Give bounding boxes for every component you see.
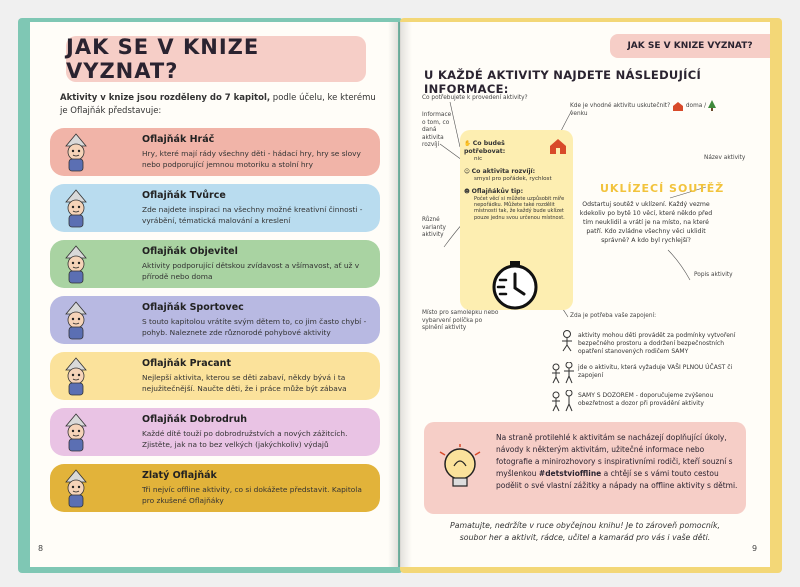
chapter-description: Hry, které mají rády všechny děti - hádací hry, hry se slovy nebo podporující jemnou motoriku a stolní hry bbox=[142, 149, 361, 169]
closing-quote: Pamatujte, nedržíte v ruce obyčejnou knihu! Je to zároveň pomocník, soubor her a aktivit, rádce, učitel a kamarád pro vás i vaše děti. bbox=[450, 521, 720, 542]
mascot-small-icon: ☻ bbox=[464, 189, 472, 195]
label-slash: / bbox=[704, 103, 707, 109]
card-needed-value: nic bbox=[474, 156, 483, 162]
card-tip bbox=[464, 188, 568, 221]
card-develops-value: smysl pro pořádek, rychlost bbox=[474, 176, 552, 182]
chapter-row bbox=[50, 128, 380, 176]
example-title: UKLÍZECÍ SOUTĚŽ bbox=[600, 182, 725, 195]
card-needed-title: Co budeš potřebovat: bbox=[464, 140, 506, 155]
note-pre: Na straně protilehlé k aktivitám se nacházejí doplňující úkoly, návody k některým aktivitám, užitečné informace nebo fotografie a minirozhovory s inspirativními rodiči, kteří souzní s myšlenkou bbox=[496, 433, 733, 478]
requirement-full-participation: jde o aktivitu, která vyžaduje VAŠI PLNOU ÚČAST či zapojení bbox=[578, 364, 733, 379]
card-develops bbox=[464, 168, 564, 183]
chapter-row bbox=[50, 240, 380, 288]
label-what-needed: Co potřebujete k provedení aktivity? bbox=[422, 95, 528, 101]
card-needed bbox=[464, 140, 544, 163]
mascot-icon bbox=[56, 188, 112, 232]
note-hashtag: #detstvioffline bbox=[538, 469, 602, 478]
home-icon bbox=[672, 101, 684, 111]
mascot-icon bbox=[56, 356, 112, 400]
intro-rest: podle účelu, ke kterému je Oflajňák představuje: bbox=[60, 93, 376, 116]
label-info: Informace o tom, co daná aktivita rozvíjí bbox=[422, 112, 452, 148]
label-activity-name: Název aktivity bbox=[704, 155, 746, 161]
right-page bbox=[400, 22, 770, 567]
left-page bbox=[30, 22, 398, 567]
chapter-description: Každé dítě touží po dobrodružstvích a nových zážitcích. Zjistěte, jak na to bez velkých (jakýchkoliv) výdajů bbox=[142, 429, 348, 449]
hand-icon: ✋ bbox=[464, 141, 473, 147]
chapter-row bbox=[50, 296, 380, 344]
page-title-banner bbox=[66, 36, 366, 82]
header-tab: JAK SE V KNIZE VYZNAT? bbox=[610, 34, 770, 58]
chapter-row bbox=[50, 408, 380, 456]
chapter-description: Aktivity podporující dětskou zvídavost a všímavost, ať už v přírodě nebo doma bbox=[142, 261, 360, 281]
chapter-name: Zlatý Oflajňák bbox=[142, 470, 217, 481]
activity-card bbox=[460, 130, 573, 310]
intro-text bbox=[60, 92, 380, 118]
page-title: JAK SE V KNIZE VYZNAT? bbox=[66, 35, 260, 83]
label-assistance: Zda je potřeba vaše zapojení: bbox=[570, 313, 657, 319]
mascot-icon bbox=[56, 412, 112, 456]
tree-icon bbox=[708, 100, 716, 111]
chapter-description: Nejlepší aktivita, kterou se děti zabaví, někdy bývá i ta nejužitečnější. Naučte děti, že i práce může být zábava bbox=[142, 373, 347, 393]
chapter-row bbox=[50, 352, 380, 400]
parent-child-icon bbox=[550, 362, 576, 384]
chapter-description: Zde najdete inspiraci na všechny možné kreativní činnosti - vyrábění, tématická malování a kreslení bbox=[142, 205, 363, 225]
chapter-description: Tři nejvíc offline aktivity, co si dokážete představit. Kapitola pro zkušené Oflajňáky bbox=[142, 485, 362, 505]
lightbulb-icon bbox=[438, 444, 482, 494]
mascot-icon bbox=[56, 132, 112, 176]
chapter-name: Oflajňák Tvůrce bbox=[142, 190, 226, 201]
stopwatch-icon bbox=[488, 258, 542, 312]
label-sticker: Místo pro samolepku nebo vybarvení políčka po splnění aktivity bbox=[422, 310, 499, 331]
chapter-name: Oflajňák Dobrodruh bbox=[142, 414, 248, 425]
right-title: U KAŽDÉ AKTIVITY NAJDETE NÁSLEDUJÍCÍ INFORMACE: bbox=[424, 68, 702, 96]
note-box bbox=[424, 422, 746, 514]
chapter-name: Oflajňák Pracant bbox=[142, 358, 231, 369]
requirement-supervised: SAMY S DOZOREM - doporučujeme zvýšenou obezřetnost a dozor při provádění aktivity bbox=[578, 392, 714, 407]
card-tip-title: Oflajňákův tip: bbox=[471, 188, 524, 195]
label-where bbox=[570, 100, 730, 119]
note-post: a chtějí se s vámi touto cestou podělit o své vlastní zážitky a nápady na offline aktivity s dětmi. bbox=[496, 469, 738, 490]
mascot-icon bbox=[56, 468, 112, 512]
note-text bbox=[496, 432, 741, 492]
label-variants: Různé varianty aktivity bbox=[422, 217, 446, 238]
chapter-row bbox=[50, 184, 380, 232]
example-text: Odstartuj soutěž v uklízení. Každý vezme kdekoliv po bytě 10 věcí, které někdo před tím neuklidil a vrátí je na místo, na které patří. Kdo zvládne všechny věci uklidit správně? A kdo byl rychlejší? bbox=[579, 201, 713, 244]
chapter-name: Oflajňák Objevitel bbox=[142, 246, 238, 257]
intro-bold: Aktivity v knize jsou rozděleny do 7 kapitol, bbox=[60, 93, 271, 103]
label-home: doma bbox=[685, 103, 703, 109]
card-tip-text: Počet věcí si můžete uzpůsobit míře nepořádku. Můžete také rozdělit místnosti tak, že každý bude uklízet pouze jednu svou určenou místnost. bbox=[474, 196, 565, 221]
brain-icon: ☺ bbox=[464, 169, 472, 175]
label-description: Popis aktivity bbox=[694, 272, 733, 278]
requirement-alone: aktivity mohou děti provádět za podmínky vytvoření bezpečného prostoru a dodržení bezpečnostních opatření stanovených rodičem SAMY bbox=[578, 332, 736, 355]
child-alone-icon bbox=[560, 330, 574, 352]
chapter-row bbox=[50, 464, 380, 512]
supervision-icon bbox=[550, 390, 576, 412]
chapter-name: Oflajňák Sportovec bbox=[142, 302, 244, 313]
chapter-description: S touto kapitolou vrátíte svým dětem to, co jim často chybí - pohyb. Naleznete zde různorodé pohybové aktivity bbox=[142, 317, 367, 337]
card-develops-title: Co aktivita rozvíjí: bbox=[471, 168, 536, 175]
label-where-text: Kde je vhodné aktivitu uskutečnit? bbox=[570, 103, 671, 109]
page-number-left: 8 bbox=[38, 544, 44, 553]
chapter-name: Oflajňák Hráč bbox=[142, 134, 215, 145]
page-number-right: 9 bbox=[752, 544, 758, 553]
mascot-icon bbox=[56, 244, 112, 288]
book-gutter bbox=[388, 22, 412, 567]
mascot-icon bbox=[56, 300, 112, 344]
card-home-icon bbox=[549, 138, 567, 154]
label-outside: venku bbox=[570, 111, 588, 117]
